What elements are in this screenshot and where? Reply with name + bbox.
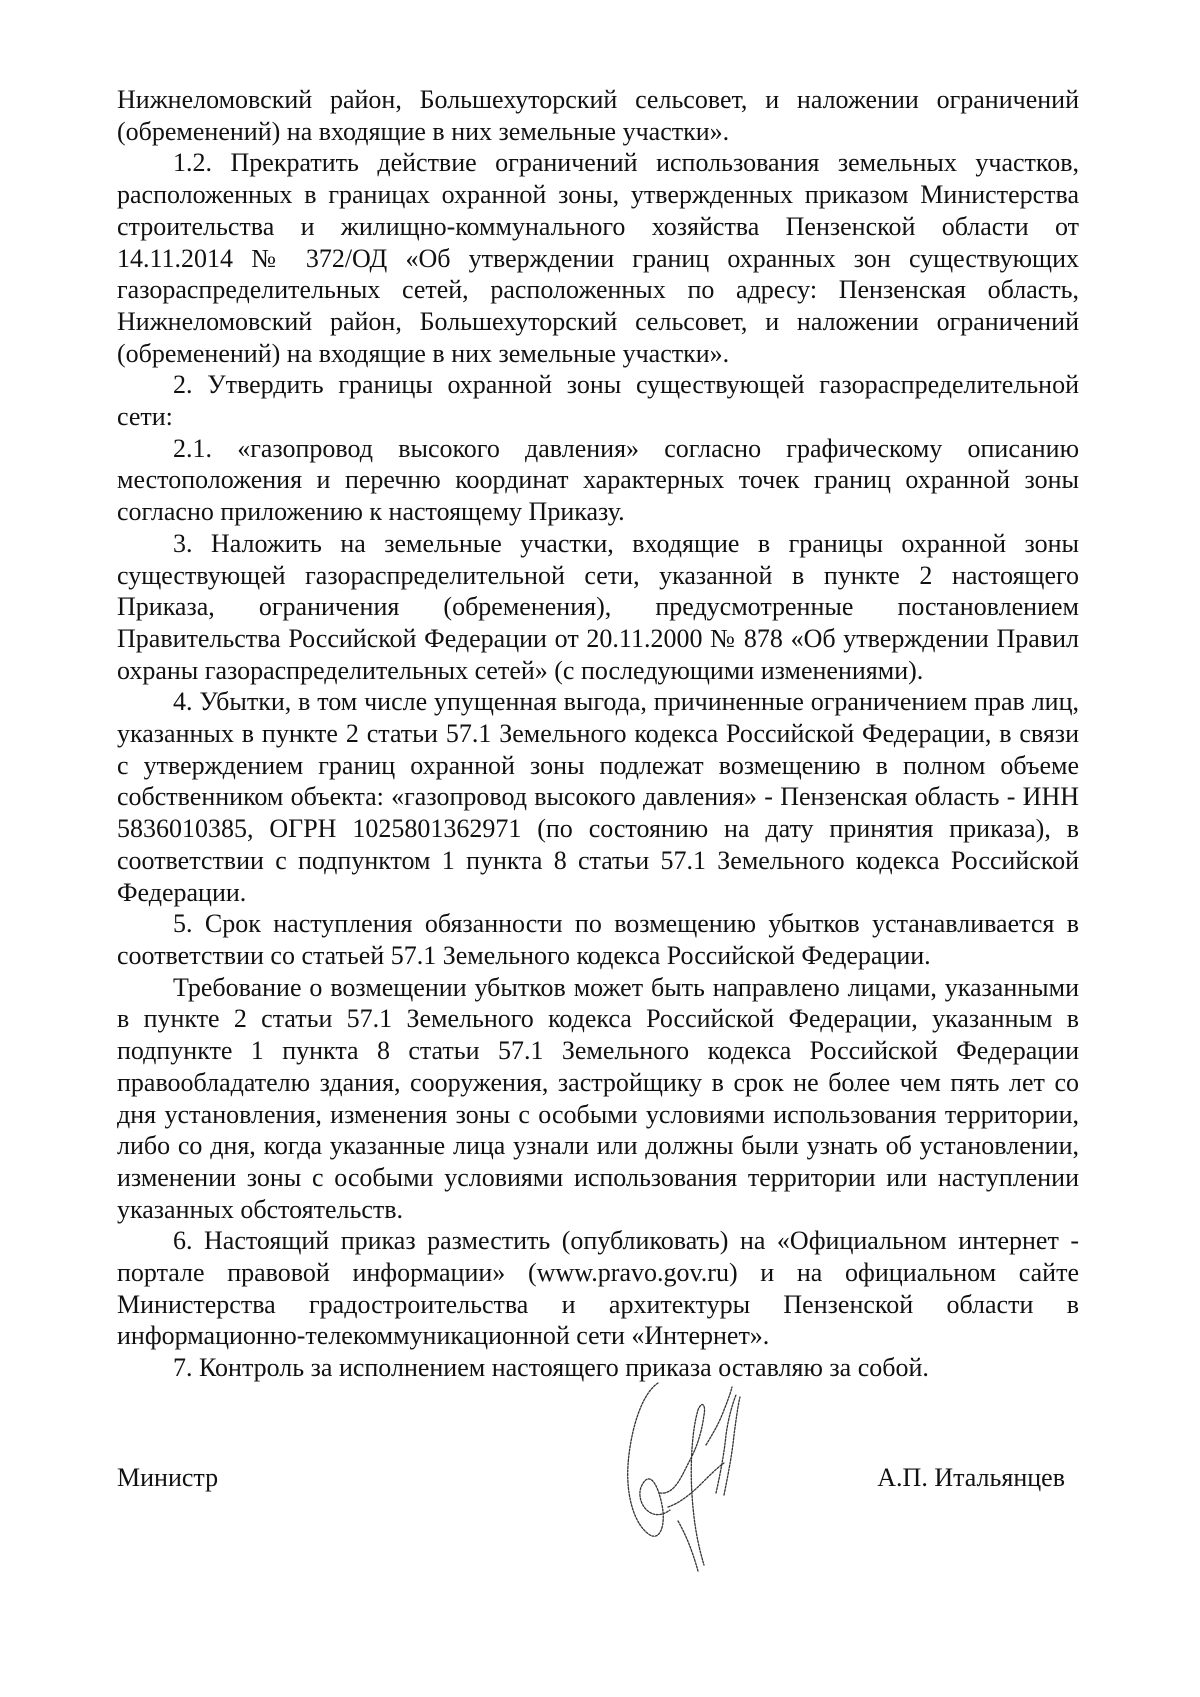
paragraph-5: 5. Срок наступления обязанности по возмещению убытков устанавливается в соответствии со статьей 57.1 Земельного кодекса Российской Федерации.	[117, 909, 1079, 970]
document-body	[117, 84, 1079, 1384]
paragraph-7: 7. Контроль за исполнением настоящего приказа оставляю за собой.	[173, 1353, 929, 1383]
paragraph-continuation: Нижнеломовский район, Большехуторский сельсовет, и наложении ограничений (обременений) на входящие в них земельные участки».	[117, 85, 1079, 146]
signatory-name: А.П. Итальянцев	[877, 1463, 1065, 1492]
handwritten-signature	[620, 1375, 770, 1580]
paragraph-4: 4. Убытки, в том числе упущенная выгода, причиненные ограничением прав лиц, указанных в пункте 2 статьи 57.1 Земельного кодекса Российской Федерации, в связи с утверждением границ охранной зоны подлежат возмещению в полном объеме собственником объекта: «газопровод высокого давления» - Пензенская область - ИНН 5836010385, ОГРН 1025801362971 (по состоянию на дату принятия приказа), в соответствии с подпунктом 1 пункта 8 статьи 57.1 Земельного кодекса Российской Федерации.	[117, 687, 1079, 907]
signature-block	[117, 1462, 1079, 1502]
paragraph-2-1: 2.1. «газопровод высокого давления» согласно графическому описанию местоположения и перечню координат характерных точек границ охранной зоны согласно приложению к настоящему Приказу.	[117, 433, 1079, 527]
paragraph-5-requirement: Требование о возмещении убытков может быть направлено лицами, указанными в пункте 2 статьи 57.1 Земельного кодекса Российской Федерации, указанным в подпункте 1 пункта 8 статьи 57.1 Земельного кодекса Российской Федерации правообладателю здания, сооружения, застройщику в срок не более чем пять лет со дня установления, изменения зоны с особыми условиями использования территории, либо со дня, когда указанные лица узнали или должны были узнать об установлении, изменении зоны с особыми условиями использования территории или наступлении указанных обстоятельств.	[117, 972, 1079, 1224]
paragraph-6: 6. Настоящий приказ разместить (опубликовать) на «Официальном интернет - портале правовой информации» (www.pravo.gov.ru) и на официальном сайте Министерства градостроительства и архитектуры Пензенской области в информационно-телекоммуникационной сети «Интернет».	[117, 1226, 1079, 1351]
paragraph-1-2: 1.2. Прекратить действие ограничений использования земельных участков, расположенных в границах охранной зоны, утвержденных приказом Министерства строительства и жилищно-коммунального хозяйства Пензенской области от 14.11.2014 № 372/ОД «Об утверждении границ охранных зон существующих газораспределительных сетей, расположенных по адресу: Пензенская область, Нижнеломовский район, Большехуторский сельсовет, и наложении ограничений (обременений) на входящие в них земельные участки».	[117, 148, 1079, 368]
paragraph-2: 2. Утвердить границы охранной зоны существующей газораспределительной сети:	[117, 370, 1079, 432]
signatory-title: Министр	[117, 1463, 219, 1492]
paragraph-3: 3. Наложить на земельные участки, входящие в границы охранной зоны существующей газораспределительной сети, указанной в пункте 2 настоящего Приказа, ограничения (обременения), предусмотренные постановлением Правительства Российской Федерации от 20.11.2000 № 878 «Об утверждении Правил охраны газораспределительных сетей» (с последующими изменениями).	[117, 528, 1079, 685]
